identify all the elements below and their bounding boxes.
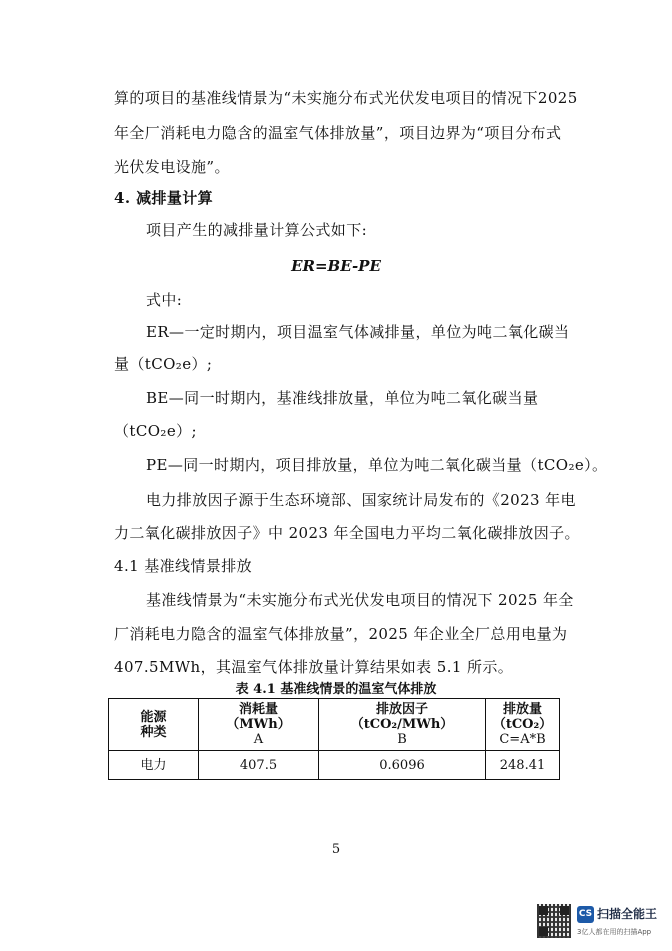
cell-emission-factor: 0.6096 [319,751,486,780]
scanner-brand-name: 扫描全能王 [597,907,658,921]
header-emission-factor: 排放因子 （tCO₂/MWh） B [319,699,486,751]
paragraph-line: 电力排放因子源于生态环境部、国家统计局发布的《2023 年电 [146,491,576,509]
paragraph-line: 厂消耗电力隐含的温室气体排放量”，2025 年企业全厂总用电量为 [114,625,568,643]
qr-code-icon [537,904,571,938]
paragraph-line: 算的项目的基准线情景为“未实施分布式光伏发电项目的情况下2025 [114,89,578,107]
header-consumption: 消耗量 （MWh） A [199,699,319,751]
paragraph-line: 光伏发电设施”。 [114,158,230,176]
table-header-row [109,699,560,751]
cell-emission: 248.41 [486,751,560,780]
section-heading: 4.1 基准线情景排放 [114,557,253,575]
page-number: 5 [331,842,341,857]
cell-consumption: 407.5 [199,751,319,780]
paragraph-line: 力二氧化碳排放因子》中 2023 年全国电力平均二氧化碳排放因子。 [114,524,580,542]
header-energy-type: 能源 种类 [109,699,199,751]
header-emission: 排放量 （tCO₂） C=A*B [486,699,560,751]
paragraph-line: 项目产生的减排量计算公式如下: [146,221,368,239]
scanner-watermark [537,904,663,942]
cell-energy-type: 电力 [109,751,199,780]
paragraph-line: 基准线情景为“未实施分布式光伏发电项目的情况下 2025 年全 [146,591,574,609]
paragraph-line: 407.5MWh，其温室气体排放量计算结果如表 5.1 所示。 [114,658,514,676]
scanner-tagline: 3亿人都在用的扫描App [577,928,652,936]
definition-line: （tCO₂e）; [114,422,197,440]
table-caption: 表 4.1 基准线情景的温室气体排放 [235,682,437,697]
paragraph-line: 年全厂消耗电力隐含的温室气体排放量”，项目边界为“项目分布式 [114,124,562,142]
paragraph-line: 式中: [146,291,183,309]
camscanner-logo-icon: CS [577,906,594,923]
definition-line: PE—同一时期内，项目排放量，单位为吨二氧化碳当量（tCO₂e）。 [146,456,608,474]
table-row [109,751,560,780]
definition-line: ER—一定时期内，项目温室气体减排量，单位为吨二氧化碳当 [146,323,570,341]
formula: ER=BE-PE [291,257,381,275]
emissions-table [108,698,560,780]
section-heading: 4. 减排量计算 [114,189,214,207]
definition-line: BE—同一时期内，基准线排放量，单位为吨二氧化碳当量 [146,389,539,407]
definition-line: 量（tCO₂e）; [114,355,213,373]
